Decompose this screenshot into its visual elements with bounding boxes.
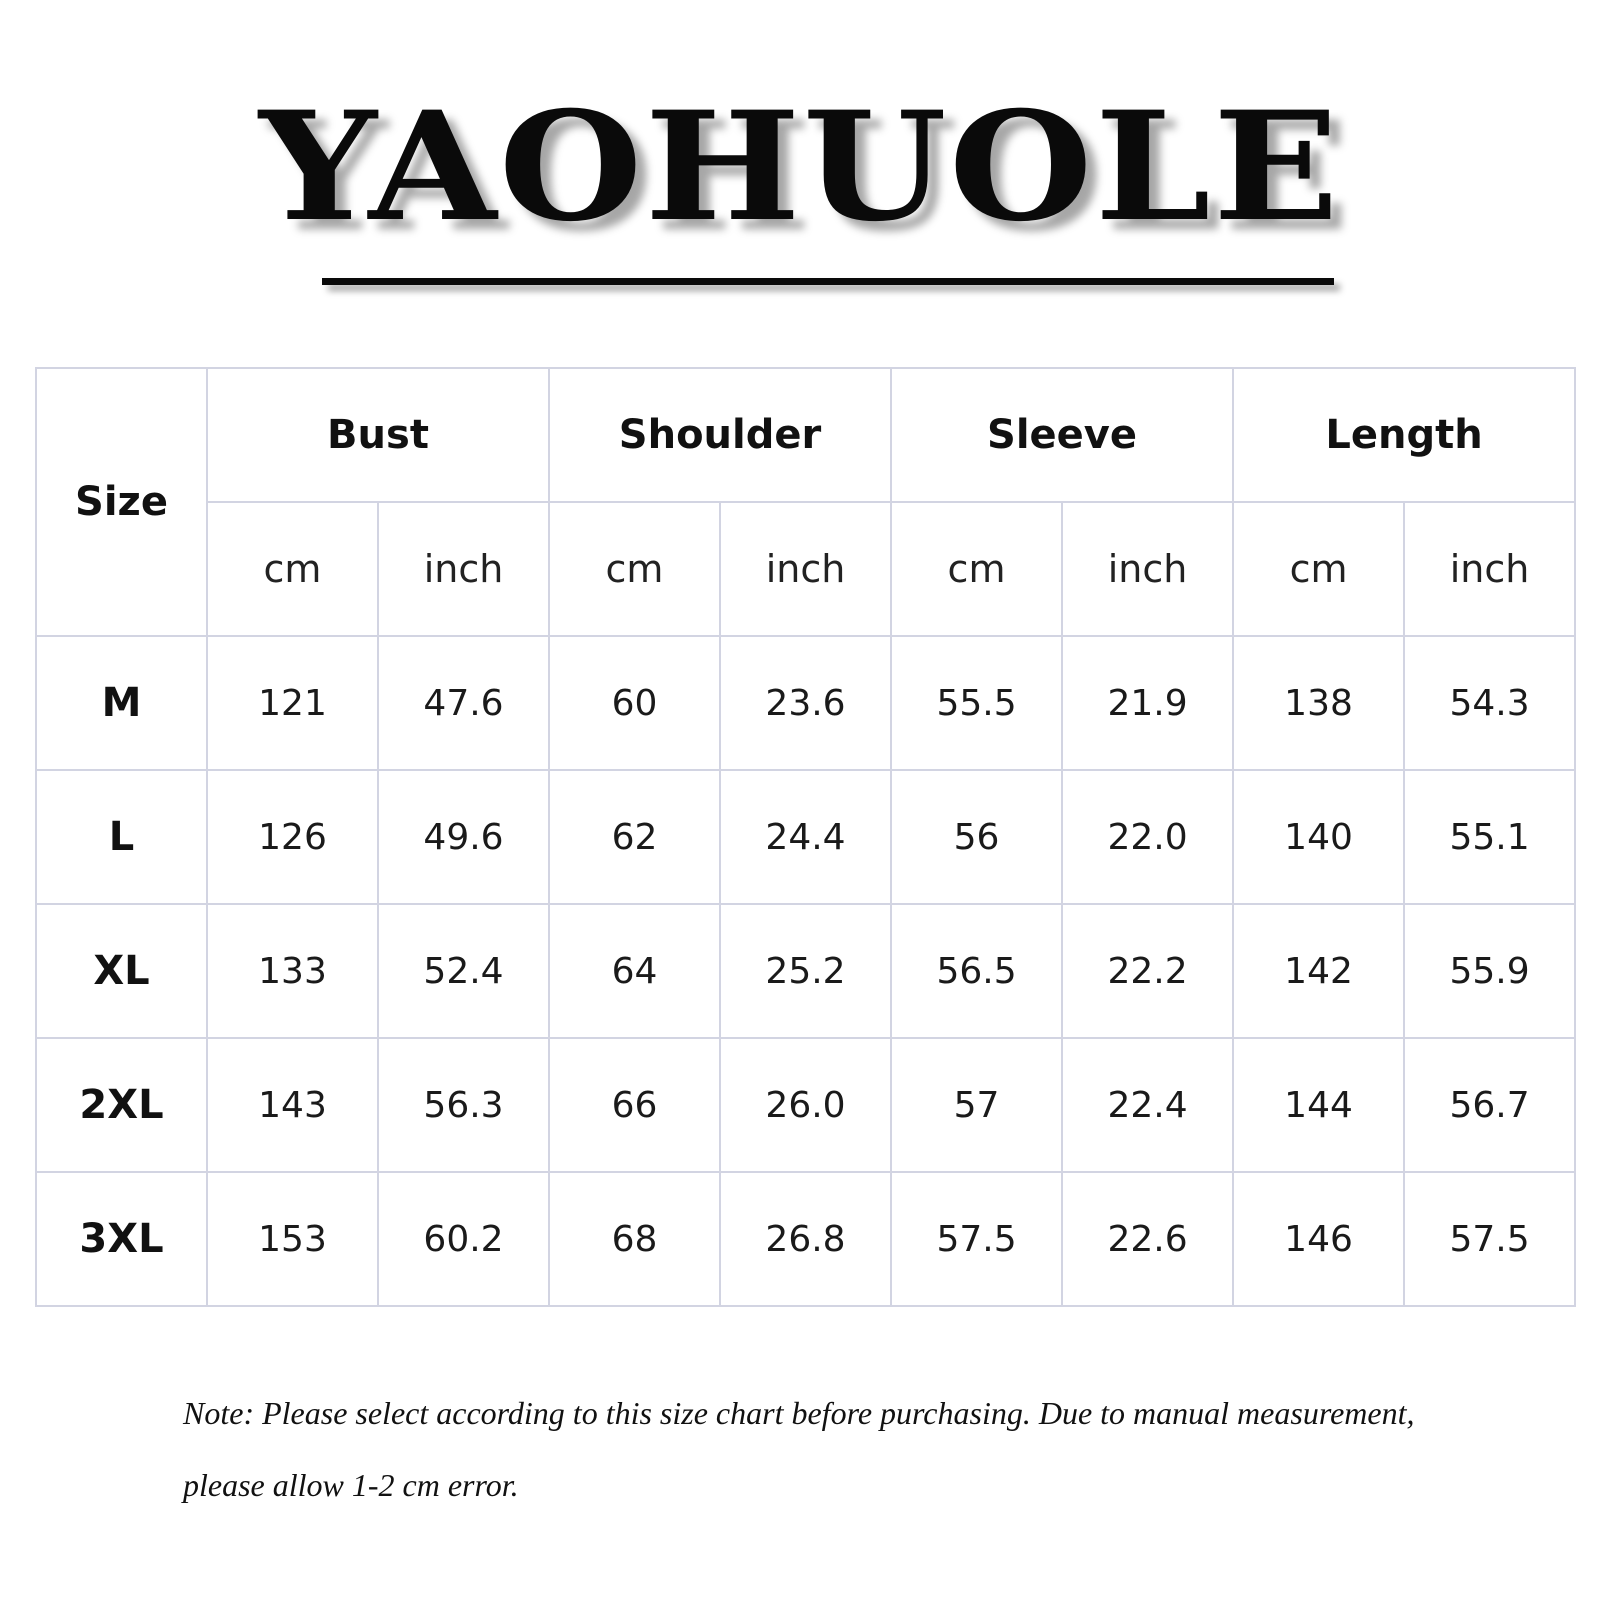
unit-header-cm: cm: [549, 502, 720, 636]
table-cell: 56.3: [378, 1038, 549, 1172]
size-label: 3XL: [36, 1172, 207, 1306]
table-cell: 55.1: [1404, 770, 1575, 904]
table-cell: 121: [207, 636, 378, 770]
title-underline: [322, 278, 1334, 285]
table-cell: 55.5: [891, 636, 1062, 770]
table-cell: 26.0: [720, 1038, 891, 1172]
table-cell: 146: [1233, 1172, 1404, 1306]
table-cell: 57.5: [891, 1172, 1062, 1306]
table-cell: 68: [549, 1172, 720, 1306]
table-row: [36, 636, 1575, 770]
table-cell: 22.4: [1062, 1038, 1233, 1172]
shoulder-header: Shoulder: [549, 368, 891, 502]
unit-header-inch: inch: [1062, 502, 1233, 636]
table-cell: 142: [1233, 904, 1404, 1038]
size-label: 2XL: [36, 1038, 207, 1172]
size-label: L: [36, 770, 207, 904]
table-cell: 62: [549, 770, 720, 904]
length-header: Length: [1233, 368, 1575, 502]
table-cell: 25.2: [720, 904, 891, 1038]
size-label: XL: [36, 904, 207, 1038]
table-cell: 153: [207, 1172, 378, 1306]
table-row: [36, 770, 1575, 904]
table-cell: 24.4: [720, 770, 891, 904]
table-cell: 57.5: [1404, 1172, 1575, 1306]
table-cell: 126: [207, 770, 378, 904]
brand-title: YAOHUOLE: [259, 79, 1341, 255]
table-cell: 22.2: [1062, 904, 1233, 1038]
table-cell: 21.9: [1062, 636, 1233, 770]
table-cell: 23.6: [720, 636, 891, 770]
sleeve-header: Sleeve: [891, 368, 1233, 502]
table-cell: 133: [207, 904, 378, 1038]
size-label: M: [36, 636, 207, 770]
table-cell: 56.5: [891, 904, 1062, 1038]
table-cell: 57: [891, 1038, 1062, 1172]
unit-header-inch: inch: [378, 502, 549, 636]
table-cell: 56: [891, 770, 1062, 904]
unit-header-cm: cm: [891, 502, 1062, 636]
table-cell: 52.4: [378, 904, 549, 1038]
table-cell: 66: [549, 1038, 720, 1172]
size-chart-table: [35, 367, 1576, 1307]
table-cell: 56.7: [1404, 1038, 1575, 1172]
measurement-note: Note: Please select according to this size chart before purchasing. Due to manual measurement, please allow 1-2 cm error.: [183, 1395, 1415, 1503]
size-header: Size: [36, 368, 207, 636]
table-cell: 143: [207, 1038, 378, 1172]
table-cell: 60: [549, 636, 720, 770]
unit-header-row: [36, 502, 1575, 636]
table-cell: 22.0: [1062, 770, 1233, 904]
table-cell: 26.8: [720, 1172, 891, 1306]
unit-header-cm: cm: [207, 502, 378, 636]
unit-header-cm: cm: [1233, 502, 1404, 636]
table-cell: 54.3: [1404, 636, 1575, 770]
table-cell: 49.6: [378, 770, 549, 904]
table-row: [36, 1038, 1575, 1172]
table-cell: 64: [549, 904, 720, 1038]
table-cell: 144: [1233, 1038, 1404, 1172]
table-row: [36, 904, 1575, 1038]
table-cell: 138: [1233, 636, 1404, 770]
bust-header: Bust: [207, 368, 549, 502]
table-row: [36, 1172, 1575, 1306]
table-cell: 47.6: [378, 636, 549, 770]
table-cell: 60.2: [378, 1172, 549, 1306]
table-cell: 140: [1233, 770, 1404, 904]
unit-header-inch: inch: [720, 502, 891, 636]
group-header-row: [36, 368, 1575, 502]
unit-header-inch: inch: [1404, 502, 1575, 636]
table-cell: 22.6: [1062, 1172, 1233, 1306]
table-cell: 55.9: [1404, 904, 1575, 1038]
